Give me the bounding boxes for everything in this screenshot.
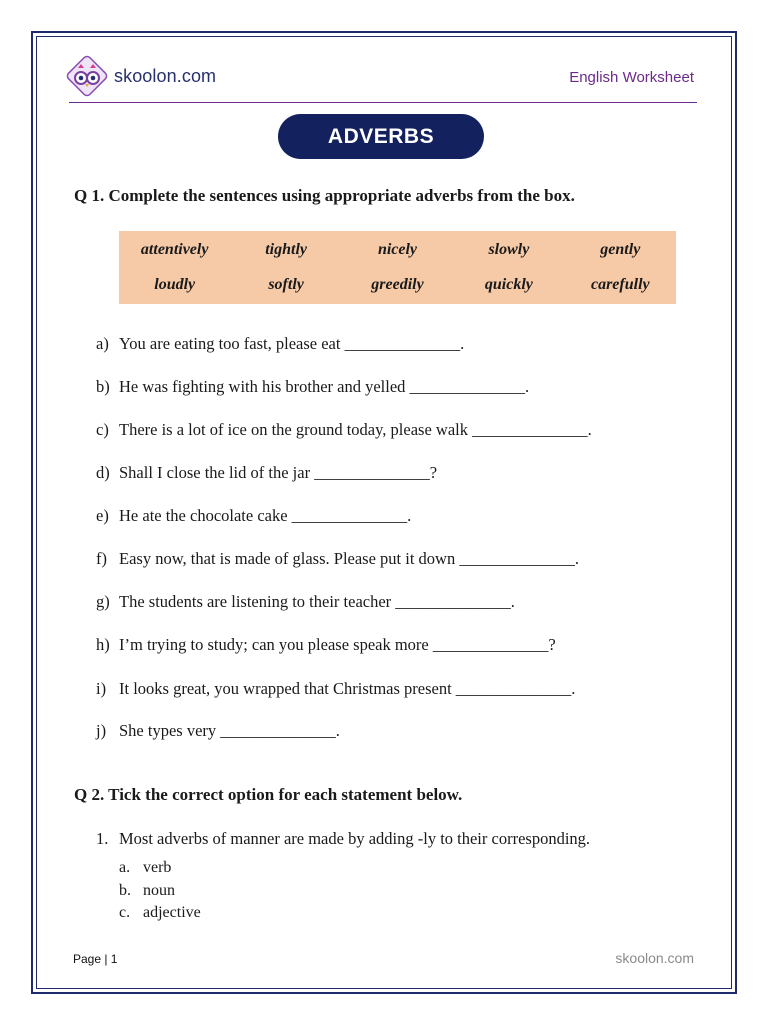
q2-option-c[interactable]	[119, 904, 201, 922]
q2-option-b[interactable]	[119, 882, 175, 900]
footer-site: skoolon.com	[615, 950, 694, 966]
word-bank-item: slowly	[488, 241, 530, 259]
word-bank-item: attentively	[140, 241, 209, 259]
brand-name: skoolon.com	[114, 66, 217, 86]
q1-item-a	[96, 334, 464, 354]
item-text: You are eating too fast, please eat ______________.	[119, 334, 465, 353]
option-text: noun	[143, 882, 175, 899]
item-label: f)	[96, 549, 107, 568]
item-label: i)	[96, 679, 107, 698]
word-bank-item: carefully	[590, 275, 650, 293]
item-label: d)	[96, 463, 110, 482]
option-text: adjective	[143, 904, 201, 921]
item-label: a)	[96, 334, 109, 353]
item-text: Shall I close the lid of the jar ______________?	[119, 463, 438, 482]
page-number: Page | 1	[73, 952, 118, 966]
item-label: e)	[96, 506, 109, 525]
word-bank-item: greedily	[371, 275, 424, 293]
q2-item-1	[96, 829, 590, 849]
word-bank-item: quickly	[484, 275, 533, 293]
q1-item-f	[96, 549, 579, 569]
item-label: b)	[96, 377, 110, 396]
q1-item-b	[96, 377, 529, 397]
item-label: 1.	[96, 829, 109, 848]
option-label: b.	[119, 882, 131, 899]
word-bank-item: nicely	[377, 241, 418, 259]
item-text: The students are listening to their teacher ______________.	[119, 592, 515, 611]
item-text: He ate the chocolate cake ______________.	[119, 506, 412, 525]
word-bank-item: softly	[268, 275, 304, 293]
option-text: verb	[143, 859, 172, 876]
word-bank-item: tightly	[265, 241, 307, 259]
q2-option-a[interactable]	[119, 859, 171, 877]
item-text: She types very ______________.	[119, 721, 340, 740]
question-2-heading: Q 2. Tick the correct option for each statement below.	[74, 785, 463, 804]
item-text: I’m trying to study; can you please speak more ______________?	[119, 635, 556, 654]
item-text: Easy now, that is made of glass. Please put it down ______________.	[119, 549, 579, 568]
q1-item-j	[96, 721, 340, 741]
item-text: It looks great, you wrapped that Christmas present ______________.	[119, 679, 576, 698]
q1-item-i	[96, 679, 575, 699]
option-label: c.	[119, 904, 131, 921]
option-label: a.	[119, 859, 131, 876]
word-bank-item: gently	[600, 241, 641, 259]
worksheet-title: ADVERBS	[278, 114, 484, 159]
q1-item-e	[96, 506, 411, 526]
item-label: j)	[96, 721, 107, 740]
word-bank-item: loudly	[154, 275, 196, 293]
q1-item-h	[96, 635, 556, 655]
word-bank-box	[119, 231, 676, 304]
item-label: g)	[96, 592, 110, 611]
item-text: Most adverbs of manner are made by adding -ly to their corresponding.	[119, 829, 591, 848]
worksheet-subject: English Worksheet	[569, 69, 694, 86]
owl-logo-icon	[64, 53, 110, 99]
q1-item-d	[96, 463, 437, 483]
q1-item-c	[96, 420, 592, 440]
item-label: h)	[96, 635, 110, 654]
item-text: There is a lot of ice on the ground today, please walk ______________.	[119, 420, 592, 439]
item-label: c)	[96, 420, 109, 439]
q1-item-g	[96, 592, 515, 612]
header-divider	[69, 102, 697, 103]
question-1-heading: Q 1. Complete the sentences using appropriate adverbs from the box.	[74, 186, 575, 205]
item-text: He was fighting with his brother and yelled ______________.	[119, 377, 530, 396]
